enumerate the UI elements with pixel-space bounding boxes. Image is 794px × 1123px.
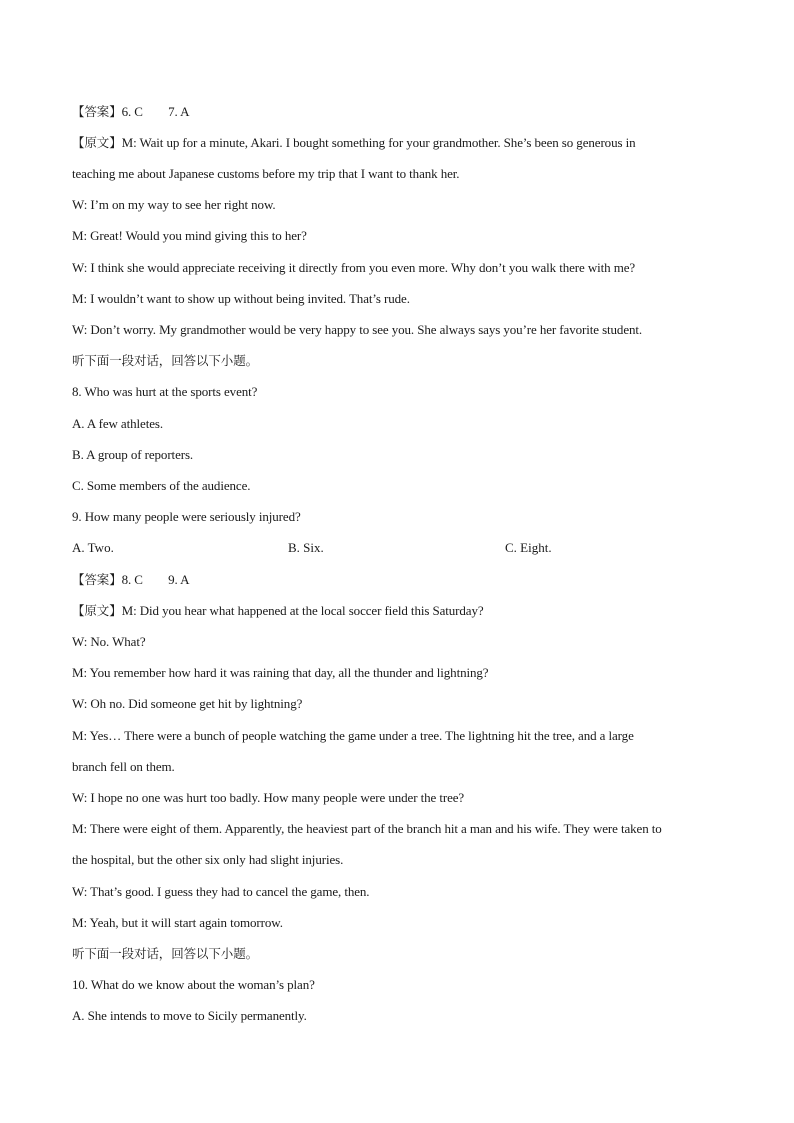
option-a: A. A few athletes. (72, 416, 163, 431)
transcript-text: M: Wait up for a minute, Akari. I bought something for your grandmother. She’s been so generous in (121, 135, 636, 150)
section-instruction: 听下面一段对话，回答以下小题。 (72, 353, 259, 368)
option-c: C. Eight. (505, 540, 552, 555)
transcript-line (72, 135, 636, 151)
question-stem: 10. What do we know about the woman’s plan? (72, 977, 315, 992)
transcript-text: M: Did you hear what happened at the local soccer field this Saturday? (121, 603, 484, 618)
section-instruction: 听下面一段对话，回答以下小题。 (72, 946, 259, 961)
transcript-line (72, 603, 484, 619)
transcript-line: W: Don’t worry. My grandmother would be very happy to see you. She always says you’re her favorite student. (72, 322, 643, 337)
answer-text: 6. C 7. A (121, 104, 190, 119)
transcript-line: the hospital, but the other six only had slight injuries. (72, 852, 344, 867)
transcript-line: W: I’m on my way to see her right now. (72, 197, 276, 212)
transcript-line: W: I think she would appreciate receiving it directly from you even more. Why don’t you walk there with me? (72, 260, 636, 275)
transcript-line: teaching me about Japanese customs before my trip that I want to thank her. (72, 166, 460, 181)
transcript-line: W: No. What? (72, 634, 146, 649)
option-b: B. Six. (288, 540, 324, 555)
option-a: A. She intends to move to Sicily permanently. (72, 1008, 307, 1023)
answer-text: 8. C 9. A (121, 572, 190, 587)
transcript-line: W: That’s good. I guess they had to cancel the game, then. (72, 884, 370, 899)
transcript-label: 【原文】 (72, 603, 122, 618)
option-b: B. A group of reporters. (72, 447, 194, 462)
transcript-line: W: I hope no one was hurt too badly. How many people were under the tree? (72, 790, 465, 805)
transcript-line: M: You remember how hard it was raining that day, all the thunder and lightning? (72, 665, 489, 680)
transcript-line: M: There were eight of them. Apparently, the heaviest part of the branch hit a man and his wife. They were taken to (72, 821, 662, 836)
transcript-line: branch fell on them. (72, 759, 175, 774)
transcript-label: 【原文】 (72, 135, 122, 150)
question-stem: 8. Who was hurt at the sports event? (72, 384, 258, 399)
answer-label: 【答案】 (72, 572, 122, 587)
option-c: C. Some members of the audience. (72, 478, 251, 493)
option-a: A. Two. (72, 540, 114, 555)
answer-key (72, 572, 189, 588)
answer-label: 【答案】 (72, 104, 122, 119)
question-stem: 9. How many people were seriously injured? (72, 509, 301, 524)
transcript-line: M: Yes… There were a bunch of people watching the game under a tree. The lightning hit the tree, and a large (72, 728, 634, 743)
transcript-line: M: Great! Would you mind giving this to her? (72, 228, 307, 243)
transcript-line: M: I wouldn’t want to show up without being invited. That’s rude. (72, 291, 410, 306)
transcript-line: W: Oh no. Did someone get hit by lightning? (72, 696, 303, 711)
answer-key (72, 104, 189, 120)
transcript-line: M: Yeah, but it will start again tomorrow. (72, 915, 283, 930)
